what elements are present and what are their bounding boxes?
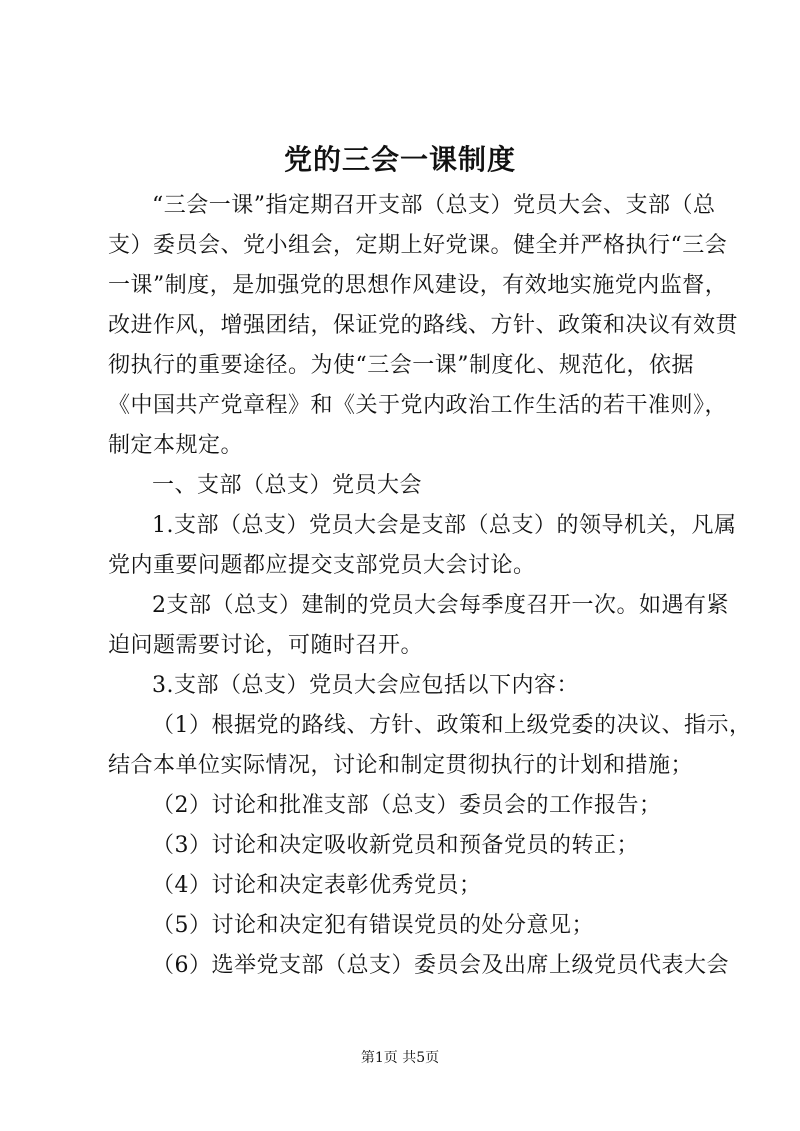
page-number-footer: 第1页 共5页 [360, 1050, 440, 1066]
body-line: 党内重要问题都应提交支部党员大会讨论。 [108, 553, 536, 578]
body-line: 彻执行的重要途径。为使“三会一课”制度化、规范化，依据 [108, 353, 694, 378]
body-line: 迫问题需要讨论，可随时召开。 [108, 633, 424, 658]
body-line: 制定本规定。 [108, 433, 244, 458]
body-line: 改进作风，增强团结，保证党的路线、方针、政策和决议有效贯 [108, 313, 739, 338]
list-item: （6）选举党支部（总支）委员会及出席上级党员代表大会 [152, 953, 729, 978]
body-line: 1.支部（总支）党员大会是支部（总支）的领导机关，凡属 [152, 513, 737, 538]
body-line: “三会一课”指定期召开支部（总支）党员大会、支部（总 [152, 193, 716, 218]
body-line: 3.支部（总支）党员大会应包括以下内容： [152, 673, 579, 698]
body-line: 《中国共产党章程》和《关于党内政治工作生活的若干准则》， [108, 393, 728, 418]
body-line: 支）委员会、党小组会，定期上好党课。健全并严格执行“三会 [108, 233, 728, 258]
list-item: （3）讨论和决定吸收新党员和预备党员的转正； [152, 833, 639, 858]
list-item-continuation: 结合本单位实际情况，讨论和制定贯彻执行的计划和措施； [108, 753, 694, 778]
body-line: 一课”制度，是加强党的思想作风建设，有效地实施党内监督， [108, 273, 728, 298]
section-heading: 一、支部（总支）党员大会 [152, 473, 423, 498]
list-item: （4）讨论和决定表彰优秀党员； [152, 873, 482, 898]
list-item: （5）讨论和决定犯有错误党员的处分意见； [152, 913, 594, 938]
body-line: 2支部（总支）建制的党员大会每季度召开一次。如遇有紧 [152, 593, 729, 618]
document-body [108, 186, 752, 986]
list-item: （2）讨论和批准支部（总支）委员会的工作报告； [152, 793, 662, 818]
list-item: （1）根据党的路线、方针、政策和上级党委的决议、指示， [152, 713, 752, 738]
document-title: 党的三会一课制度 [283, 143, 516, 176]
